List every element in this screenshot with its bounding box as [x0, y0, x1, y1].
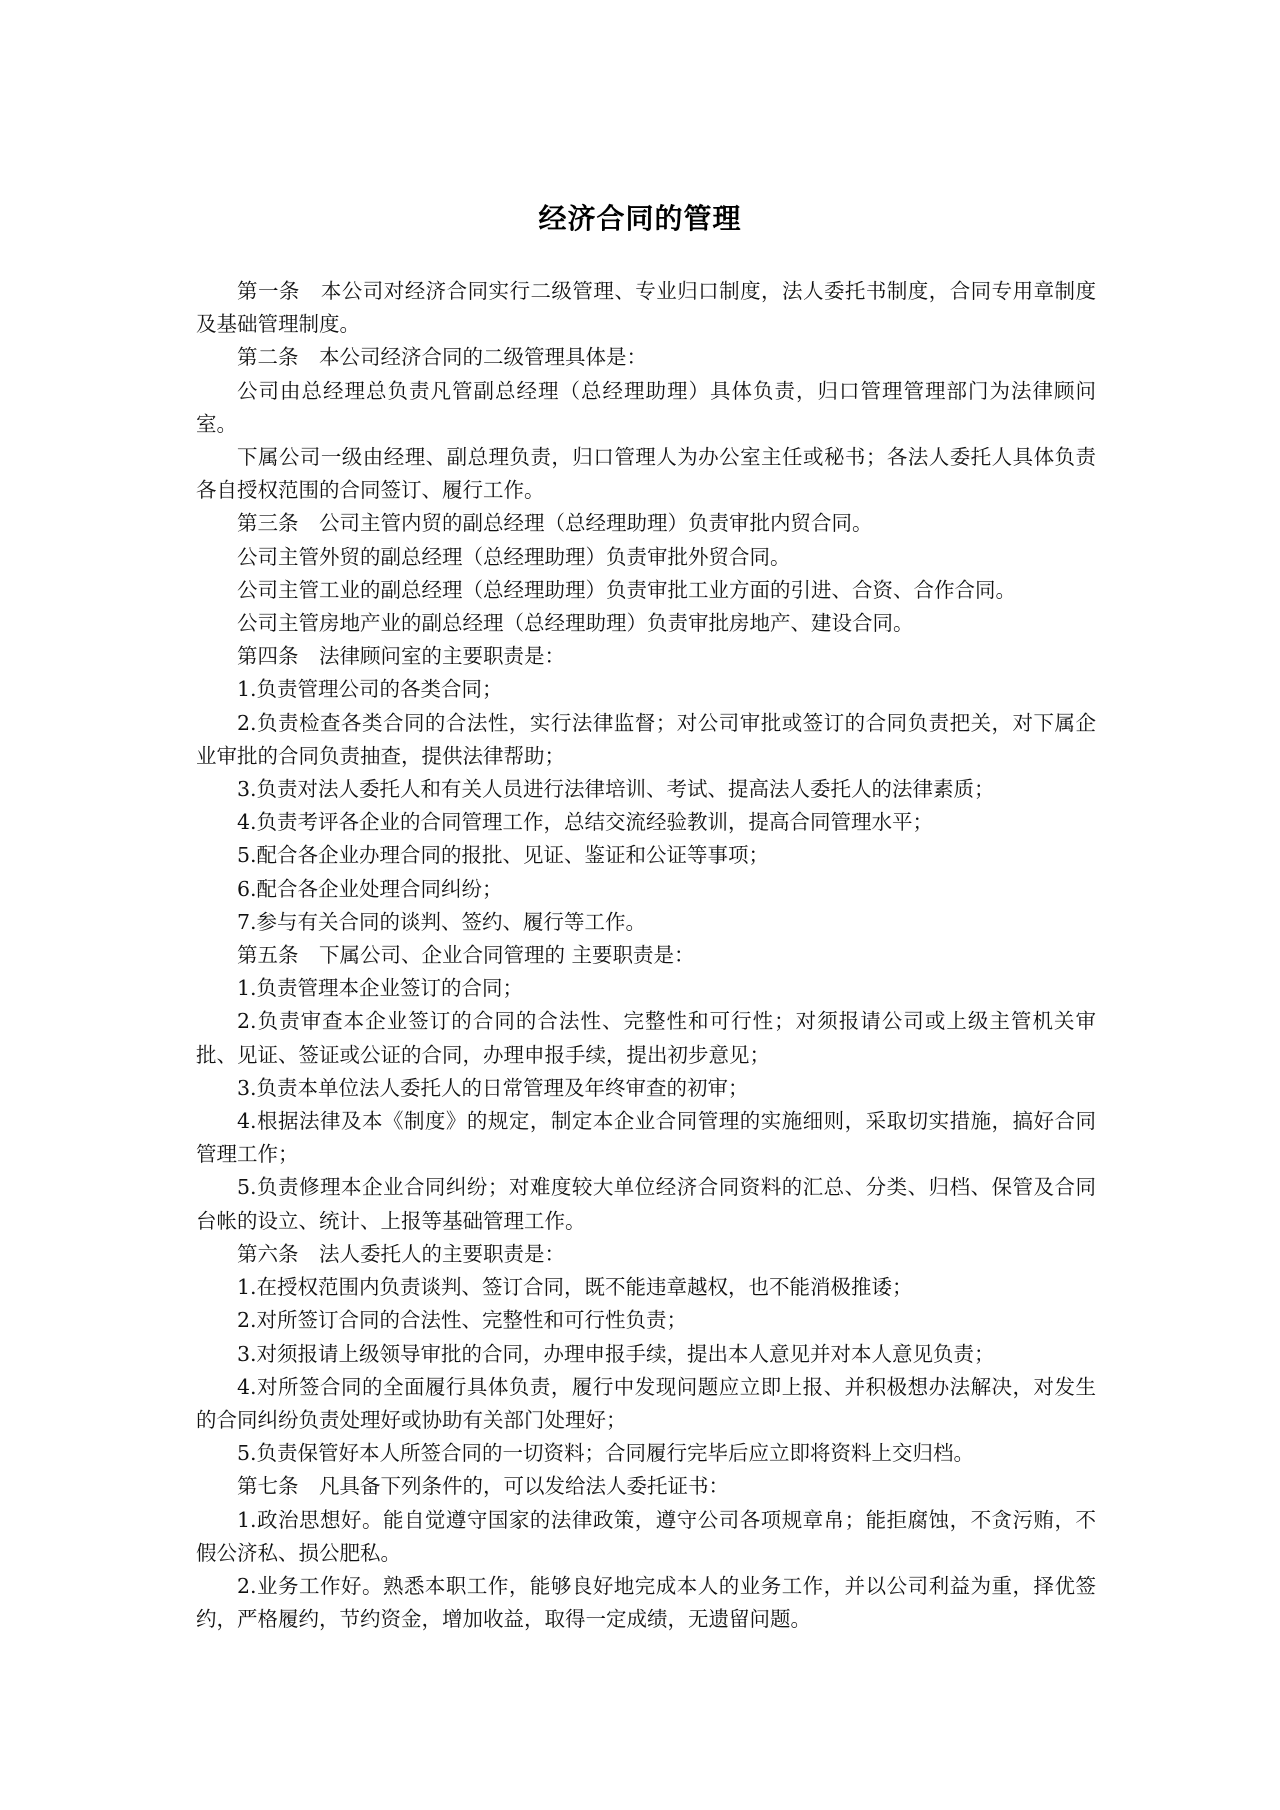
paragraph: 3.负责本单位法人委托人的日常管理及年终审查的初审； [237, 1075, 749, 1100]
paragraph: 2.业务工作好。熟悉本职工作，能够良好地完成本人的业务工作，并以公司利益为重，择优签约，严格履约，节约资金，增加收益，取得一定成绩，无遗留问题。 [196, 1573, 1096, 1632]
paragraph: 下属公司一级由经理、副总理负责，归口管理人为办公室主任或秘书；各法人委托人具体负责各自授权范围的合同签订、履行工作。 [196, 445, 1096, 503]
paragraph: 4.根据法律及本《制度》的规定，制定本企业合同管理的实施细则，采取切实措施，搞好合同管理工作； [196, 1109, 1096, 1167]
paragraph: 1.在授权范围内负责谈判、签订合同，既不能违章越权，也不能消极推诿； [237, 1275, 913, 1300]
paragraph: 第三条 公司主管内贸的副总经理（总经理助理）负责审批内贸合同。 [237, 511, 873, 536]
paragraph: 3.负责对法人委托人和有关人员进行法律培训、考试、提高法人委托人的法律素质； [237, 777, 995, 802]
paragraph: 第二条 本公司经济合同的二级管理具体是： [237, 345, 647, 370]
paragraph: 1.负责管理本企业签订的合同； [237, 976, 524, 1001]
paragraph: 5.配合各企业办理合同的报批、见证、鉴证和公证等事项； [237, 843, 770, 868]
paragraph: 5.负责修理本企业合同纠纷；对难度较大单位经济合同资料的汇总、分类、归档、保管及合同台帐的设立、统计、上报等基础管理工作。 [196, 1175, 1096, 1233]
paragraph: 1.负责管理公司的各类合同； [237, 677, 503, 702]
paragraph: 5.负责保管好本人所签合同的一切资料；合同履行完毕后应立即将资料上交归档。 [237, 1441, 975, 1466]
paragraph: 3.对须报请上级领导审批的合同，办理申报手续，提出本人意见并对本人意见负责； [237, 1341, 995, 1366]
paragraph: 第六条 法人委托人的主要职责是： [237, 1241, 565, 1266]
paragraph: 4.负责考评各企业的合同管理工作，总结交流经验教训，提高合同管理水平； [237, 810, 934, 835]
paragraph: 公司由总经理总负责凡管副总经理（总经理助理）具体负责，归口管理管理部门为法律顾问室。 [196, 378, 1096, 436]
paragraph: 7.参与有关合同的谈判、签约、履行等工作。 [237, 909, 647, 934]
paragraph: 公司主管房地产业的副总经理（总经理助理）负责审批房地产、建设合同。 [237, 611, 914, 636]
paragraph: 第四条 法律顾问室的主要职责是： [237, 644, 565, 669]
paragraph: 第一条 本公司对经济合同实行二级管理、专业归口制度，法人委托书制度，合同专用章制度及基础管理制度。 [196, 279, 1096, 337]
paragraph: 6.配合各企业处理合同纠纷； [237, 876, 503, 901]
paragraph: 1.政治思想好。能自觉遵守国家的法律政策，遵守公司各项规章帛；能拒腐蚀，不贪污贿，不假公济私、损公肥私。 [196, 1507, 1096, 1565]
paragraph: 2.负责审查本企业签订的合同的合法性、完整性和可行性；对须报请公司或上级主管机关审批、见证、签证或公证的合同，办理申报手续，提出初步意见； [196, 1009, 1096, 1067]
paragraph: 第七条 凡具备下列条件的，可以发给法人委托证书： [237, 1474, 729, 1499]
paragraph: 公司主管工业的副总经理（总经理助理）负责审批工业方面的引进、合资、合作合同。 [237, 577, 1016, 602]
paragraph: 公司主管外贸的副总经理（总经理助理）负责审批外贸合同。 [237, 544, 791, 569]
document-body [196, 275, 1096, 1636]
paragraph: 第五条 下属公司、企业合同管理的 主要职责是： [237, 943, 695, 968]
paragraph: 4.对所签合同的全面履行具体负责，履行中发现问题应立即上报、并积极想办法解决，对发生的合同纠纷负责处理好或协助有关部门处理好； [196, 1374, 1096, 1432]
document-title: 经济合同的管理 [538, 202, 742, 235]
paragraph: 2.对所签订合同的合法性、完整性和可行性负责； [237, 1308, 688, 1333]
paragraph: 2.负责检查各类合同的合法性，实行法律监督；对公司审批或签订的合同负责把关，对下属企业审批的合同负责抽查，提供法律帮助； [196, 710, 1096, 768]
